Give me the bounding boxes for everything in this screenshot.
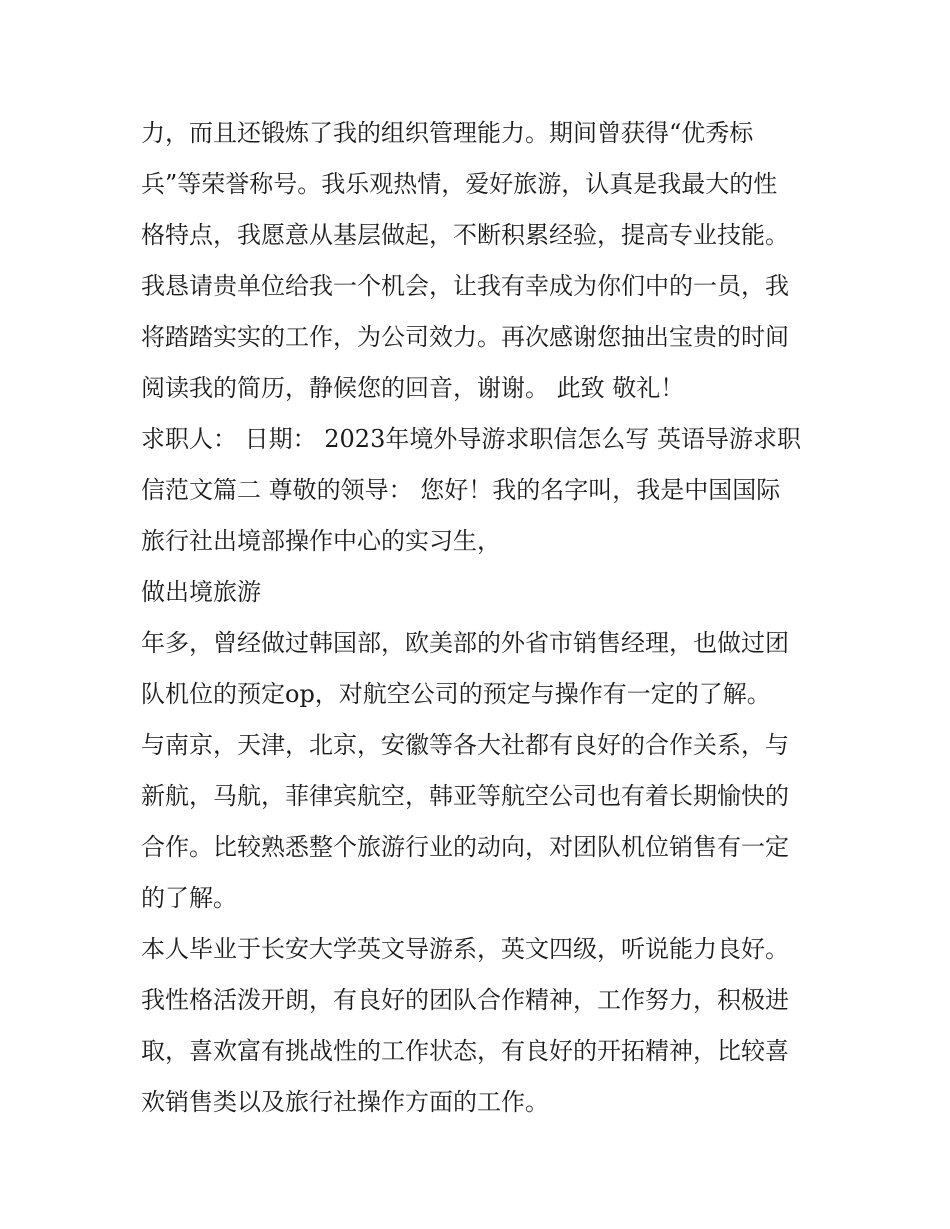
text-line: 求职人： 日期： 2023年境外导游求职信怎么写 英语导游求职 <box>141 425 801 453</box>
text-line: 年多，曾经做过韩国部，欧美部的外省市销售经理，也做过团 <box>141 629 789 657</box>
text-line: 力，而且还锻炼了我的组织管理能力。期间曾获得“优秀标 <box>141 119 754 147</box>
text-line: 信范文篇二 尊敬的领导： 您好！我的名字叫，我是中国国际 <box>141 476 781 504</box>
text-line: 做出境旅游 <box>141 578 261 606</box>
text-line: 阅读我的简历，静候您的回音，谢谢。 此致 敬礼！ <box>141 374 685 402</box>
text-line: 旅行社出境部操作中心的实习生， <box>141 527 501 555</box>
text-line: 合作。比较熟悉整个旅游行业的动向，对团队机位销售有一定 <box>141 833 789 861</box>
text-line: 欢销售类以及旅行社操作方面的工作。 <box>141 1088 549 1116</box>
text-line: 队机位的预定op，对航空公司的预定与操作有一定的了解。 <box>141 680 771 708</box>
document-body <box>141 108 821 1128</box>
text-line: 新航，马航，菲律宾航空，韩亚等航空公司也有着长期愉快的 <box>141 782 789 810</box>
text-line: 我性格活泼开朗，有良好的团队合作精神，工作努力，积极进 <box>141 986 789 1014</box>
text-line: 的了解。 <box>141 884 237 912</box>
text-line: 取，喜欢富有挑战性的工作状态，有良好的开拓精神，比较喜 <box>141 1037 789 1065</box>
text-line: 我恳请贵单位给我一个机会，让我有幸成为你们中的一员，我 <box>141 272 789 300</box>
text-line: 将踏踏实实的工作，为公司效力。再次感谢您抽出宝贵的时间 <box>141 323 789 351</box>
text-line: 与南京，天津，北京，安徽等各大社都有良好的合作关系，与 <box>141 731 789 759</box>
text-line: 格特点，我愿意从基层做起，不断积累经验，提高专业技能。 <box>141 221 789 249</box>
text-line: 本人毕业于长安大学英文导游系，英文四级，听说能力良好。 <box>141 935 789 963</box>
text-line: 兵”等荣誉称号。我乐观热情，爱好旅游，认真是我最大的性 <box>141 170 778 198</box>
